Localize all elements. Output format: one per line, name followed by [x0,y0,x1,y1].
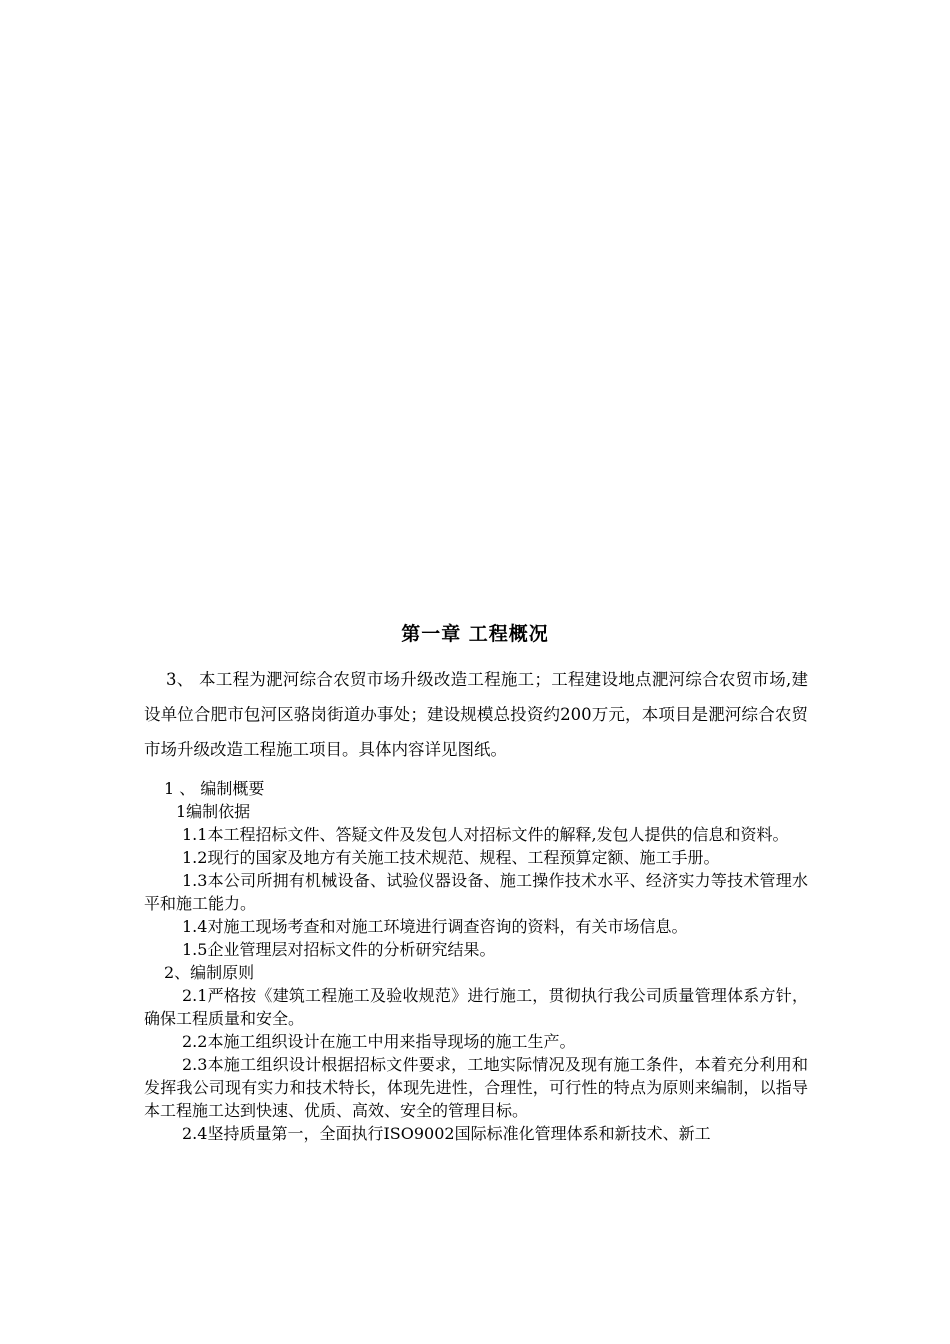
list-item: 1.5企业管理层对招标文件的分析研究结果。 [182,940,496,959]
list-item: 1.1本工程招标文件、答疑文件及发包人对招标文件的解释,发包人提供的信息和资料。 [182,825,789,844]
list-item: 2.2本施工组织设计在施工中用来指导现场的施工生产。 [182,1032,576,1051]
list-item: 2.1严格按《建筑工程施工及验收规范》进行施工，贯彻执行我公司质量管理体系方针，确保工程质量和安全。 [144,986,808,1028]
body-text [144,777,808,1145]
list-item: 1.2现行的国家及地方有关施工技术规范、规程、工程预算定额、施工手册。 [182,848,720,867]
chapter-title: 第一章 工程概况 [401,623,549,645]
list-item: 2.4坚持质量第一，全面执行ISO9002国际标准化管理体系和新技术、新工 [182,1124,711,1143]
list-item: 1.4对施工现场考查和对施工环境进行调查咨询的资料，有关市场信息。 [182,917,688,936]
list-item: 1.3本公司所拥有机械设备、试验仪器设备、施工操作技术水平、经济实力等技术管理水平和施工能力。 [144,871,808,913]
intro-paragraph: 3、 本工程为淝河综合农贸市场升级改造工程施工；工程建设地点淝河综合农贸市场,建设单位合肥市包河区骆岗街道办事处；建设规模总投资约200万元，本项目是淝河综合农贸市场升级改造工程施工项目。具体内容详见图纸。 [144,670,808,759]
section1-subheading: 1编制依据 [176,802,251,821]
list-item: 2.3本施工组织设计根据招标文件要求，工地实际情况及现有施工条件，本着充分利用和发挥我公司现有实力和技术特长，体现先进性，合理性，可行性的特点为原则来编制，以指导本工程施工达到快速、优质、高效、安全的管理目标。 [144,1055,808,1120]
section1-heading: 1 、 编制概要 [164,779,265,798]
section2-heading: 2、编制原则 [164,963,255,982]
